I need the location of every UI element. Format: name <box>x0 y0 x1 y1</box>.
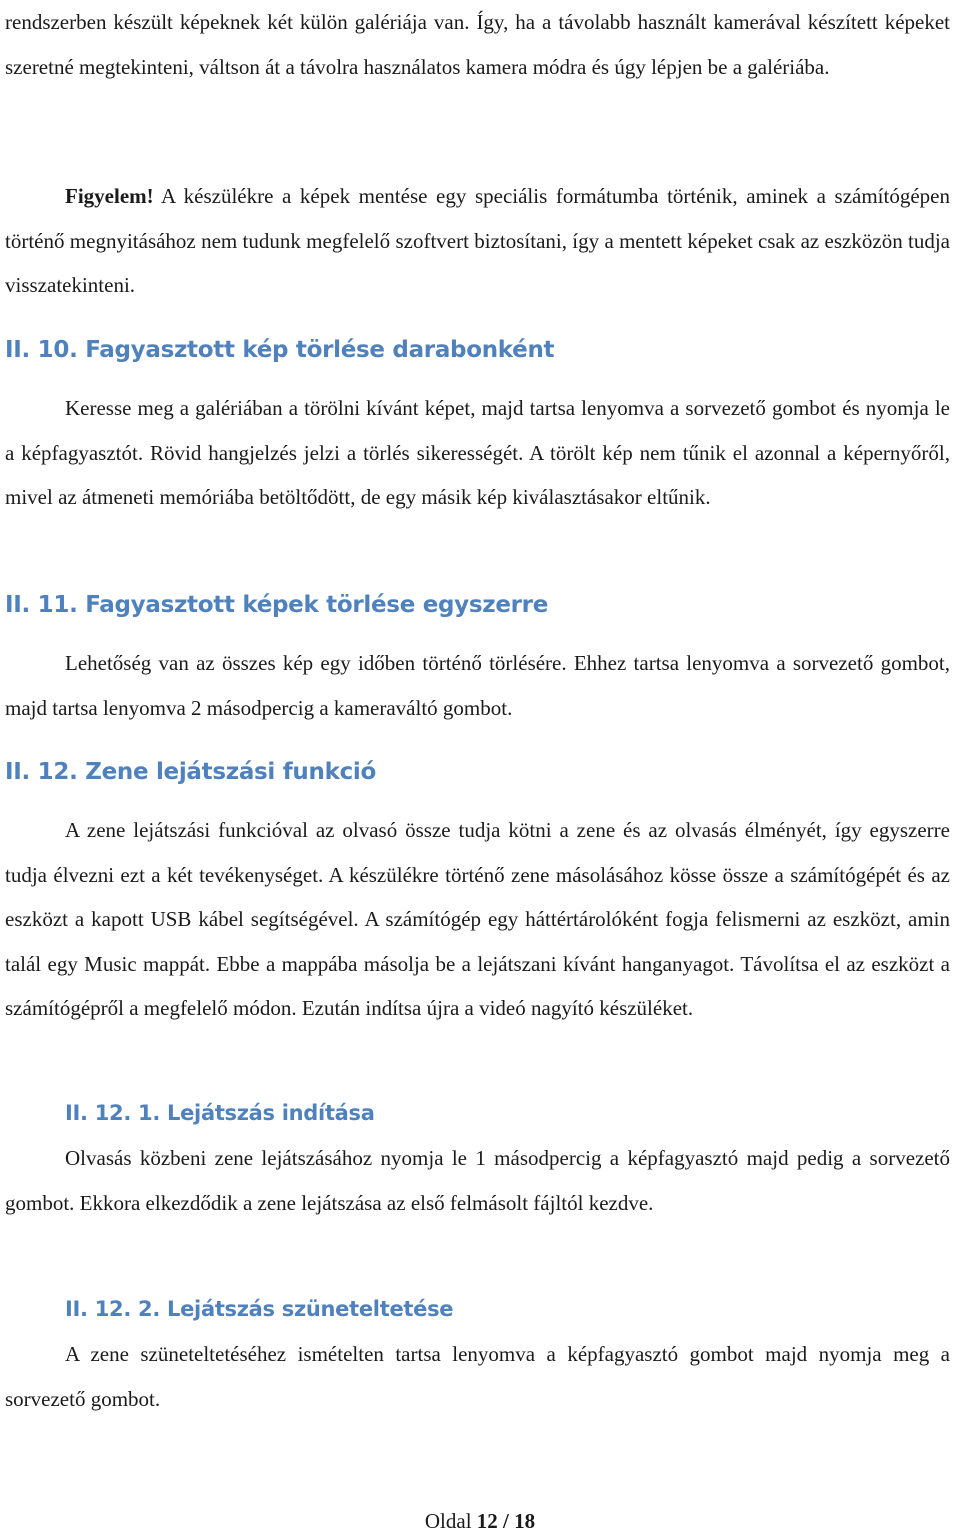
warning-label: Figyelem! <box>65 184 154 208</box>
subsection-heading-pause: II. 12. 2. Lejátszás szüneteltetése <box>65 1297 454 1321</box>
subsection-heading-play: II. 12. 1. Lejátszás indítása <box>65 1101 375 1125</box>
warning-text: A készülékre a képek mentése egy speciális formátumba történik, aminek a számítógépen történő megnyitásához nem tudunk megfelelő szoftvert biztosítani, így a mentett képeket csak az eszközön tudja visszatekinteni. <box>5 184 950 297</box>
page-label: Oldal <box>424 1509 477 1533</box>
total-page-count: 18 <box>514 1509 536 1533</box>
section-heading-delete-single: II. 10. Fagyasztott kép törlése darabonként <box>5 337 555 363</box>
section-heading-delete-all: II. 11. Fagyasztott képek törlése egyszerre <box>5 592 549 618</box>
warning-paragraph <box>5 174 950 308</box>
subsection-text-pause: A zene szüneteltetéséhez ismételten tartsa lenyomva a képfagyasztó gombot majd nyomja meg a sorvezető gombot. <box>5 1342 950 1411</box>
section-text-delete-single: Keresse meg a galériában a törölni kívánt képet, majd tartsa lenyomva a sorvezető gombot és nyomja le a képfagyasztót. Rövid hangjelzés jelzi a törlés sikerességét. A törölt kép nem tűnik el azonnal a képernyőről, mivel az átmeneti memóriába betöltődött, de egy másik kép kiválasztásakor eltűnik. <box>5 396 950 509</box>
section-text-delete-all: Lehetőség van az összes kép egy időben történő törlésére. Ehhez tartsa lenyomva a sorvezető gombot, majd tartsa lenyomva 2 másodpercig a kameraváltó gombot. <box>5 651 950 720</box>
intro-paragraph: rendszerben készült képeknek két külön galériája van. Így, ha a távolabb használt kamerával készített képeket szeretné megtekinteni, váltson át a távolra használatos kamera módra és úgy lépjen be a galériába. <box>5 10 950 79</box>
section-heading-music: II. 12. Zene lejátszási funkció <box>5 759 376 785</box>
page-footer <box>0 1506 960 1536</box>
section-text-music: A zene lejátszási funkcióval az olvasó össze tudja kötni a zene és az olvasás élményét, így egyszerre tudja élvezni ezt a két tevékenységet. A készülékre történő zene másolásához kösse össze a számítógépét és az eszközt a kapott USB kábel segítségével. A számítógép egy háttértárolóként fogja felismerni az eszközt, amin talál egy Music mappát. Ebbe a mappába másolja be a lejátszani kívánt hanganyagot. Távolítsa el az eszközt a számítógépről a megfelelő módon. Ezután indítsa újra a videó nagyító készüléket. <box>5 818 950 1020</box>
current-page-number: 12 <box>476 1509 498 1533</box>
subsection-text-play: Olvasás közbeni zene lejátszásához nyomja le 1 másodpercig a képfagyasztó majd pedig a sorvezető gombot. Ekkora elkezdődik a zene lejátszása az első felmásolt fájltól kezdve. <box>5 1146 950 1215</box>
page-separator: / <box>497 1509 515 1533</box>
